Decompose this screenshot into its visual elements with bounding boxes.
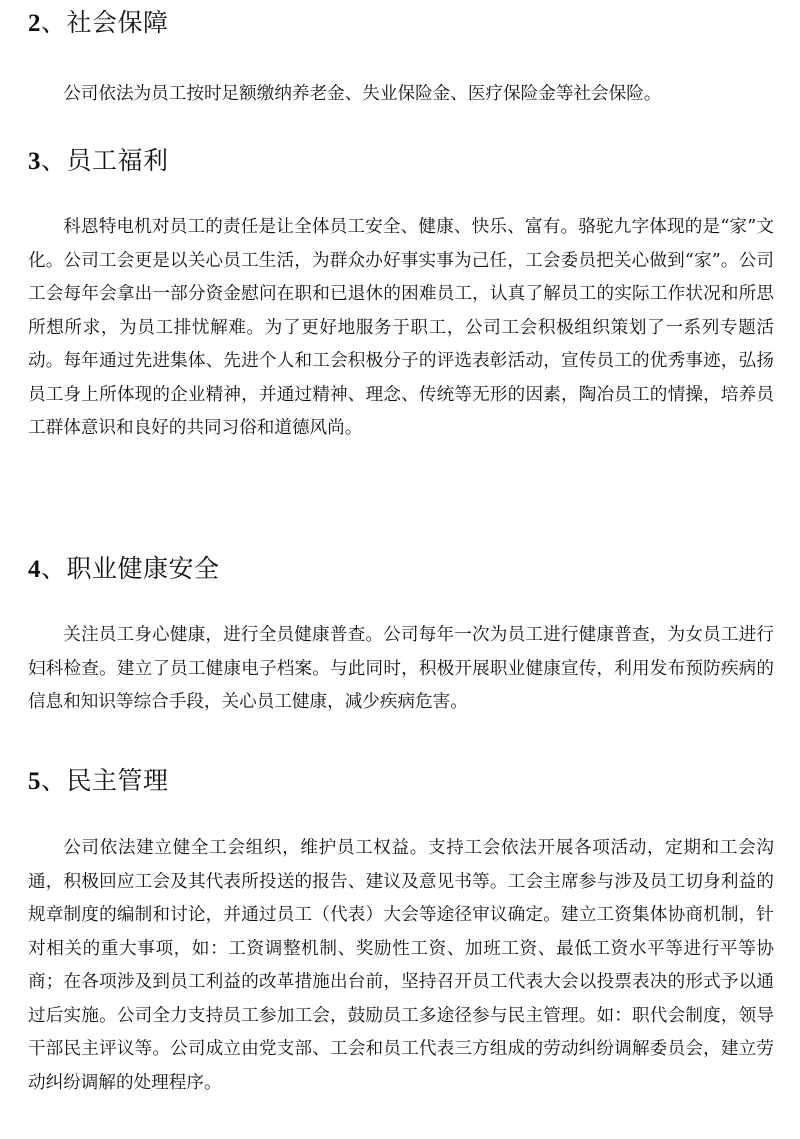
section-heading-democratic-management xyxy=(28,766,169,797)
section-number: 2 xyxy=(28,10,41,37)
section-title: 、民主管理 xyxy=(41,766,169,795)
section-number: 5 xyxy=(28,768,41,795)
section-body-occupational-health: 关注员工身心健康，进行全员健康普查。公司每年一次为员工进行健康普查，为女员工进行妇科检查。建立了员工健康电子档案。与此同时，积极开展职业健康宣传，利用发布预防疾病的信息和知识等综合手段，关心员工健康，减少疾病危害。 xyxy=(28,625,774,712)
section-title: 、职业健康安全 xyxy=(41,554,220,583)
section-body-democratic-management: 公司依法建立健全工会组织，维护员工权益。支持工会依法开展各项活动，定期和工会沟通，积极回应工会及其代表所投送的报告、建议及意见书等。工会主席参与涉及员工切身利益的规章制度的编制和讨论，并通过员工（代表）大会等途径审议确定。建立工资集体协商机制，针对相关的重大事项，如：工资调整机制、奖励性工资、加班工资、最低工资水平等进行平等协商；在各项涉及到员工利益的改革措施出台前，坚持召开员工代表大会以投票表决的形式予以通过后实施。公司全力支持员工参加工会，鼓励员工多途径参与民主管理。如：职代会制度，领导干部民主评议等。公司成立由党支部、工会和员工代表三方组成的劳动纠纷调解委员会，建立劳动纠纷调解的处理程序。 xyxy=(28,838,774,1093)
section-number: 4 xyxy=(28,556,41,583)
section-heading-social-security xyxy=(28,8,169,39)
section-body-employee-welfare: 科恩特电机对员工的责任是让全体员工安全、健康、快乐、富有。骆驼九字体现的是“家”文化。公司工会更是以关心员工生活，为群众办好事实事为己任，工会委员把关心做到“家”。公司工会每年会拿出一部分资金慰问在职和已退休的困难员工，认真了解员工的实际工作状况和所思所想所求，为员工排忧解难。为了更好地服务于职工，公司工会积极组织策划了一系列专题活动。每年通过先进集体、先进个人和工会积极分子的评选表彰活动，宣传员工的优秀事迹，弘扬员工身上所体现的企业精神，并通过精神、理念、传统等无形的因素，陶冶员工的情操，培养员工群体意识和良好的共同习俗和道德风尚。 xyxy=(28,217,774,438)
section-title: 、员工福利 xyxy=(41,146,169,175)
section-number: 3 xyxy=(28,148,41,175)
section-heading-occupational-health xyxy=(28,554,220,585)
section-heading-employee-welfare xyxy=(28,146,169,177)
section-body-social-security: 公司依法为员工按时足额缴纳养老金、失业保险金、医疗保险金等社会保险。 xyxy=(63,84,662,104)
section-title: 、社会保障 xyxy=(41,8,169,37)
